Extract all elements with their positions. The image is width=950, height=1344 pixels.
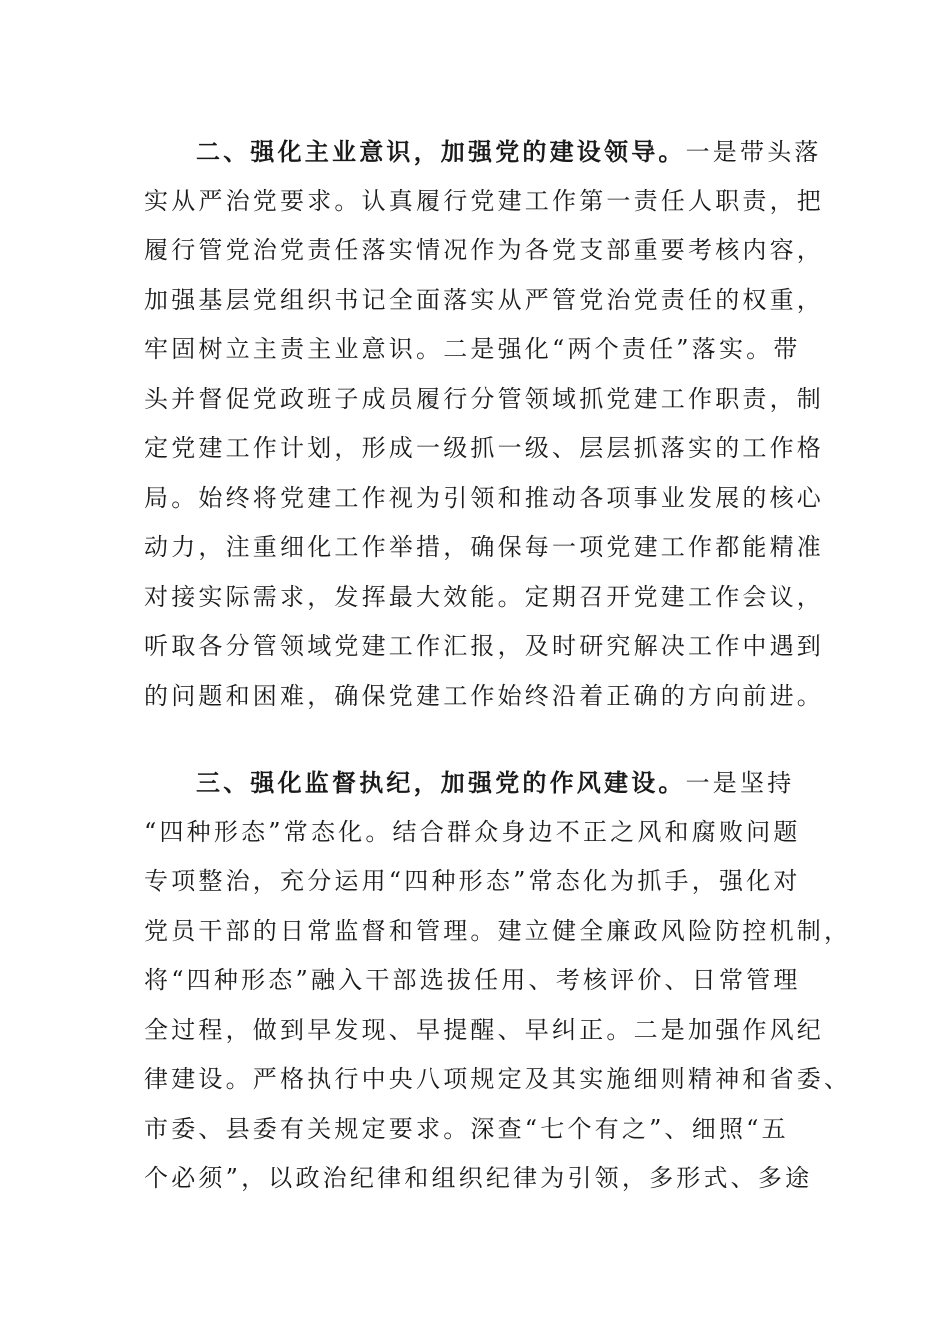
paragraph-line: 履行管党治党责任落实情况作为各党支部重要考核内容，: [144, 236, 824, 264]
paragraph-line: 头并督促党政班子成员履行分管领域抓党建工作职责，制: [144, 384, 824, 413]
section-heading: 三、强化监督执纪，加强党的作风建设。: [196, 768, 686, 797]
paragraph-line: 定党建工作计划，形成一级抓一级、层层抓落实的工作格: [144, 434, 824, 462]
paragraph-line: 将“四种形态”融入干部选拔任用、考核评价、日常管理: [144, 966, 801, 994]
paragraph-first-line: [144, 127, 822, 177]
paragraph-line: 加强基层党组织书记全面落实从严管党治党责任的权重，: [144, 285, 824, 314]
paragraph-line: “四种形态”常态化。结合群众身边不正之风和腐败问题: [144, 817, 801, 846]
paragraph-line: 律建设。严格执行中央八项规定及其实施细则精神和省委、: [144, 1065, 852, 1093]
section-heading: 二、强化主业意识，加强党的建设领导。: [196, 137, 686, 166]
section-two-paragraph: [144, 127, 824, 721]
paragraph-line: 专项整治，充分运用“四种形态”常态化为抓手，强化对: [144, 867, 801, 895]
paragraph-first-line: [144, 758, 804, 808]
paragraph-line: 对接实际需求，发挥最大效能。定期召开党建工作会议，: [144, 582, 824, 611]
paragraph-line: 党员干部的日常监督和管理。建立健全廉政风险防控机制，: [144, 916, 852, 945]
paragraph-line: 实从严治党要求。认真履行党建工作第一责任人职责，把: [144, 186, 824, 215]
paragraph-line: 全过程，做到早发现、早提醒、早纠正。二是加强作风纪: [144, 1015, 824, 1044]
paragraph-line: 听取各分管领域党建工作汇报，及时研究解决工作中遇到: [144, 632, 824, 660]
paragraph-line: 的问题和困难，确保党建工作始终沿着正确的方向前进。: [144, 681, 824, 710]
paragraph-text: 一是坚持: [685, 769, 795, 797]
paragraph-line: 市委、县委有关规定要求。深查“七个有之”、细照“五: [144, 1114, 789, 1143]
paragraph-text: 一是带头落: [685, 138, 822, 166]
paragraph-line: 牢固树立主责主业意识。二是强化“两个责任”落实。带: [144, 335, 801, 363]
paragraph-line: 动力，注重细化工作举措，确保每一项党建工作都能精准: [144, 533, 824, 561]
paragraph-line: 局。始终将党建工作视为引领和推动各项事业发展的核心: [144, 483, 824, 512]
section-three-paragraph: [144, 758, 852, 1204]
paragraph-line: 个必须”，以政治纪律和组织纪律为引领，多形式、多途: [144, 1164, 813, 1192]
